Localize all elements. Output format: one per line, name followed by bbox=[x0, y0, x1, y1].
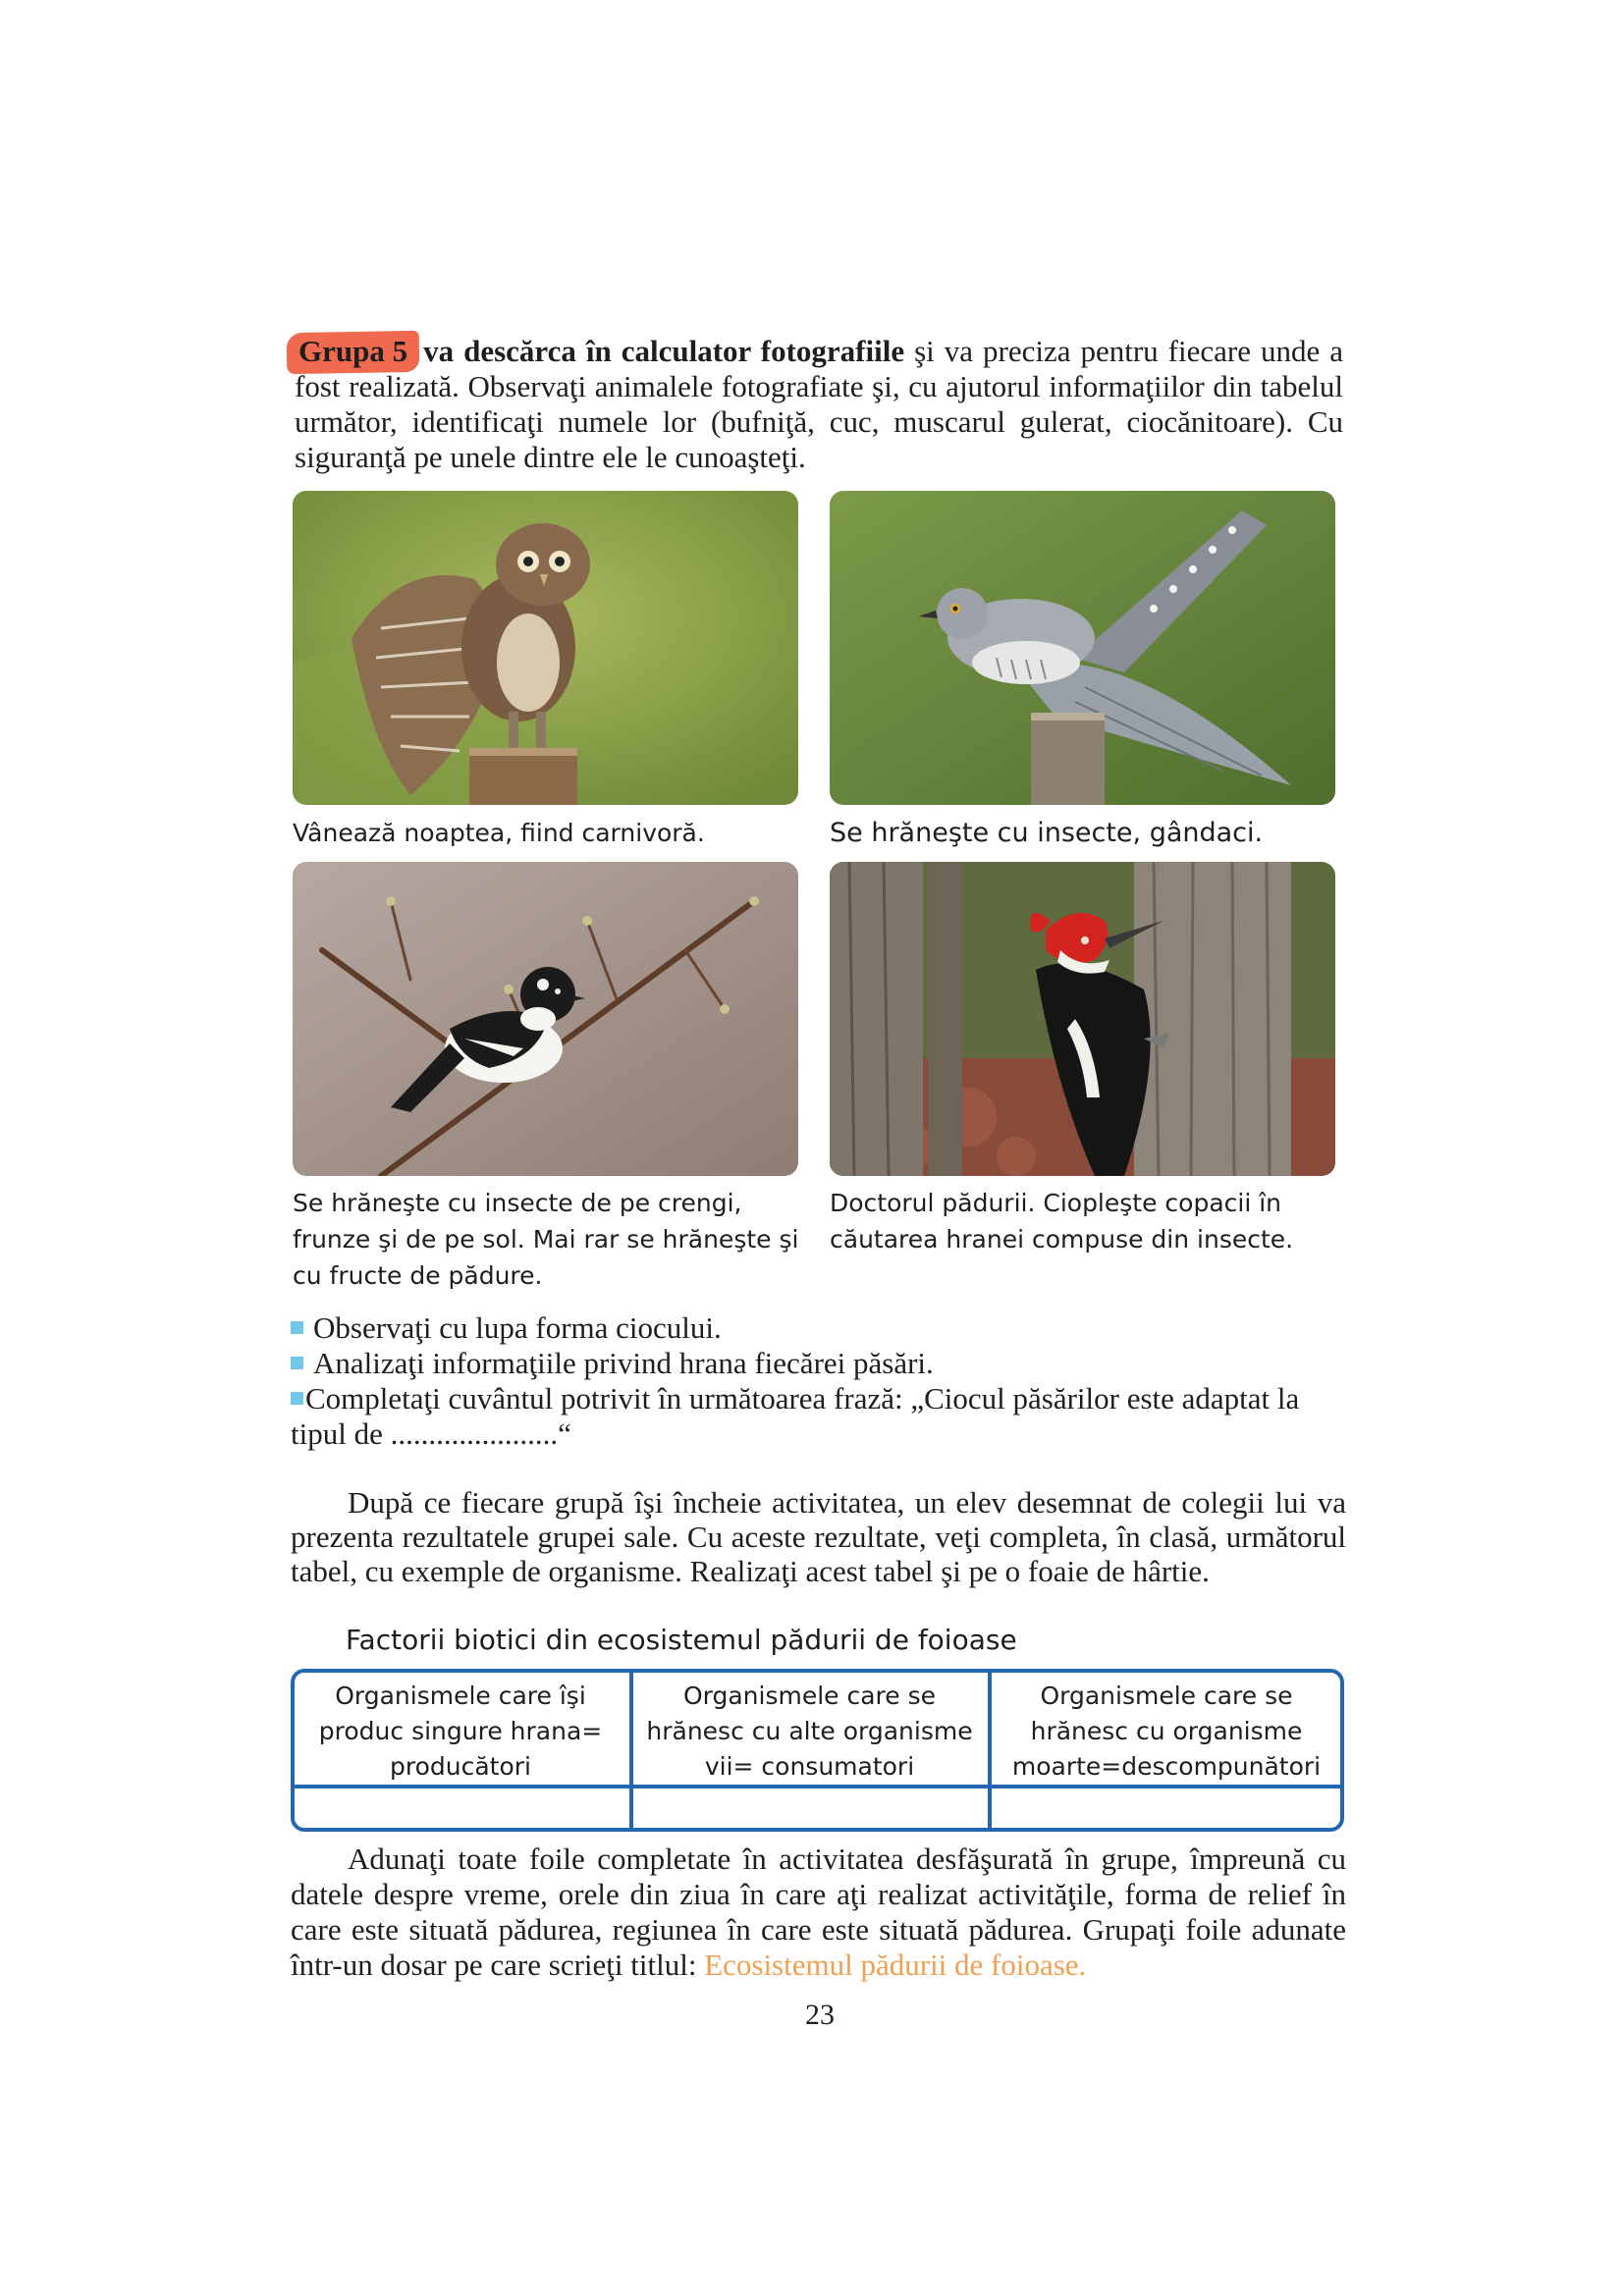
group-highlight: Grupa 5 bbox=[295, 334, 413, 369]
closing-paragraph: Adunaţi toate foile completate în activitatea desfăşurată în grupe, împreună cu datele despre vreme, orele din ziua în care aţi realizat activităţile, forma de relief în care este situată pădurea, regiunea în care este situată pădurea. Grupaţi foile adunate într-un dosar pe care scrieţi titlul: Ecosistemul pădurii de foioase. bbox=[291, 1842, 1346, 1982]
flycatcher-photo bbox=[293, 862, 798, 1176]
table-header-producers: Organismele care îşi produc singure hrana= producători bbox=[318, 1682, 603, 1781]
cuckoo-photo bbox=[830, 491, 1335, 805]
woodpecker-photo bbox=[830, 862, 1335, 1176]
bullet-square-icon bbox=[291, 1321, 303, 1334]
bullet-item: Observaţi cu lupa forma ciocului. bbox=[291, 1310, 1346, 1346]
intro-paragraph bbox=[295, 334, 1343, 475]
cuckoo-caption: Se hrăneşte cu insecte, gândaci. bbox=[830, 818, 1264, 848]
instruction-list bbox=[291, 1310, 1346, 1452]
table-title: Factorii biotici din ecosistemul pădurii de foioase bbox=[346, 1624, 1017, 1656]
bullet-item: Analizaţi informaţiile privind hrana fiecărei păsări. bbox=[291, 1346, 1346, 1381]
table-divider bbox=[988, 1673, 992, 1828]
bullet-square-icon bbox=[291, 1392, 303, 1405]
bullet-item: Completaţi cuvântul potrivit în următoarea frază: „Ciocul păsărilor este adaptat la tipul de ......................“ bbox=[291, 1381, 1300, 1451]
woodpecker-caption: Doctorul pădurii. Ciopleşte copacii în căutarea hranei compuse din insecte. bbox=[830, 1189, 1294, 1254]
intro-bold: va descărca în calculator fotografiile bbox=[423, 334, 905, 368]
table-row-divider bbox=[295, 1785, 1340, 1789]
owl-caption: Vânează noaptea, fiind carnivoră. bbox=[293, 819, 705, 847]
biotic-factors-table bbox=[291, 1669, 1344, 1832]
bullet-square-icon bbox=[291, 1357, 303, 1369]
intro-text: şi va preciza pentru fiecare unde a fost realizată. Observaţi animalele fotografiate şi, cu ajutorul informaţiilor din tabelul următor, identificaţi numele lor (bufniţă, cuc, muscarul gulerat, ciocănitoare). Cu siguranţă pe unele dintre ele le cunoaşteţi. bbox=[295, 334, 1343, 474]
owl-photo bbox=[293, 491, 798, 805]
table-header-consumers: Organismele care se hrănesc cu alte organisme vii= consumatori bbox=[646, 1682, 973, 1781]
flycatcher-caption: Se hrăneşte cu insecte de pe crengi, frunze şi de pe sol. Mai rar se hrăneşte şi cu fructe de pădure. bbox=[293, 1189, 799, 1290]
table-divider bbox=[629, 1673, 633, 1828]
page-number: 23 bbox=[805, 1999, 835, 2031]
results-paragraph: După ce fiecare grupă îşi încheie activitatea, un elev desemnat de colegii lui va prezenta rezultatele grupei sale. Cu aceste rezultate, veţi completa, în clasă, următorul tabel, cu exemple de organisme. Realizaţi acest tabel şi pe o foaie de hârtie. bbox=[291, 1485, 1346, 1588]
table-header-decomposers: Organismele care se hrănesc cu organisme moarte=descompunători bbox=[1011, 1682, 1322, 1781]
folder-title: Ecosistemul pădurii de foioase. bbox=[704, 1948, 1087, 1982]
